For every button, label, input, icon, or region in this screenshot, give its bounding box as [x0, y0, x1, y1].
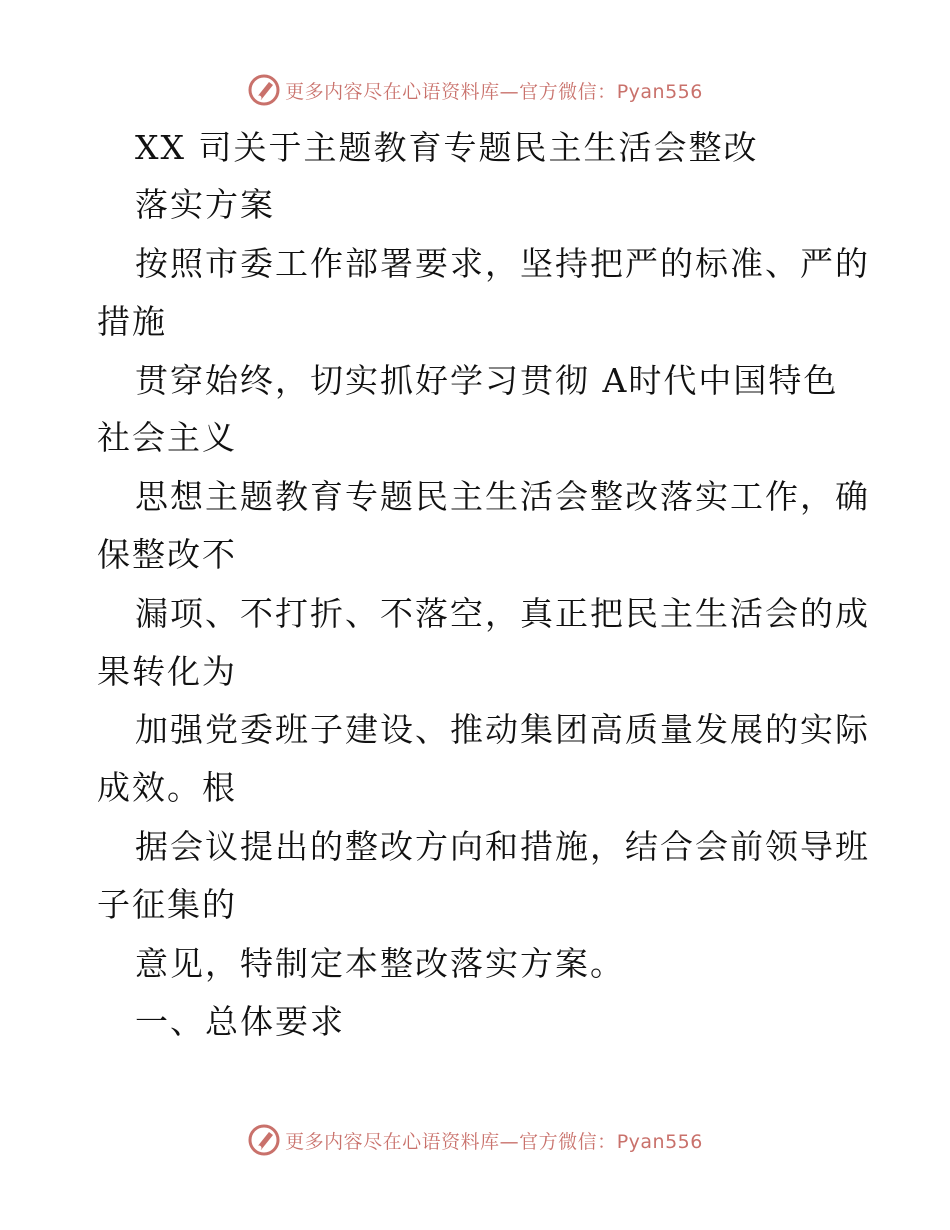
doc-title-line-1: XX 司关于主题教育专题民主生活会整改: [135, 128, 759, 167]
watermark-wechat-id: Pyan556: [616, 80, 703, 103]
footer-watermark: [0, 1120, 950, 1160]
watermark-text: [285, 77, 703, 104]
watermark-separator: —: [499, 80, 520, 103]
doc-paragraph-line: 漏项、不打折、不落空，真正把民主生活会的成: [135, 594, 870, 633]
watermark-wechat-id: Pyan556: [616, 1130, 703, 1153]
watermark-text: [285, 1127, 703, 1154]
watermark-wechat-label: 官方微信：: [519, 1130, 617, 1153]
watermark-wechat-label: 官方微信：: [519, 80, 617, 103]
header-watermark: [0, 70, 950, 110]
doc-paragraph-line: 措施: [97, 302, 167, 341]
doc-paragraph-line: 贯穿始终，切实抓好学习贯彻 A时代中国特色: [135, 361, 839, 400]
watermark-site: 更多内容尽在心语资料库: [285, 80, 500, 103]
doc-paragraph-line: 按照市委工作部署要求，坚持把严的标准、严的: [135, 244, 870, 283]
pen-seal-icon: [247, 1123, 281, 1157]
doc-paragraph-line: 果转化为: [97, 652, 237, 691]
doc-title-line-2: 落实方案: [135, 185, 275, 224]
doc-paragraph-line: 据会议提出的整改方向和措施，结合会前领导班: [135, 827, 870, 866]
doc-paragraph-line: 社会主义: [97, 418, 237, 457]
doc-paragraph-line: 成效。根: [97, 768, 237, 807]
doc-section-heading: 一、总体要求: [135, 1002, 345, 1041]
watermark-separator: —: [499, 1130, 520, 1153]
watermark-site: 更多内容尽在心语资料库: [285, 1130, 500, 1153]
doc-paragraph-line: 加强党委班子建设、推动集团高质量发展的实际: [135, 710, 870, 749]
doc-paragraph-line: 保整改不: [97, 535, 237, 574]
doc-paragraph-line: 思想主题教育专题民主生活会整改落实工作，确: [135, 477, 870, 516]
doc-paragraph-line: 意见，特制定本整改落实方案。: [135, 944, 625, 983]
pen-seal-icon: [247, 73, 281, 107]
doc-paragraph-line: 子征集的: [97, 885, 237, 924]
